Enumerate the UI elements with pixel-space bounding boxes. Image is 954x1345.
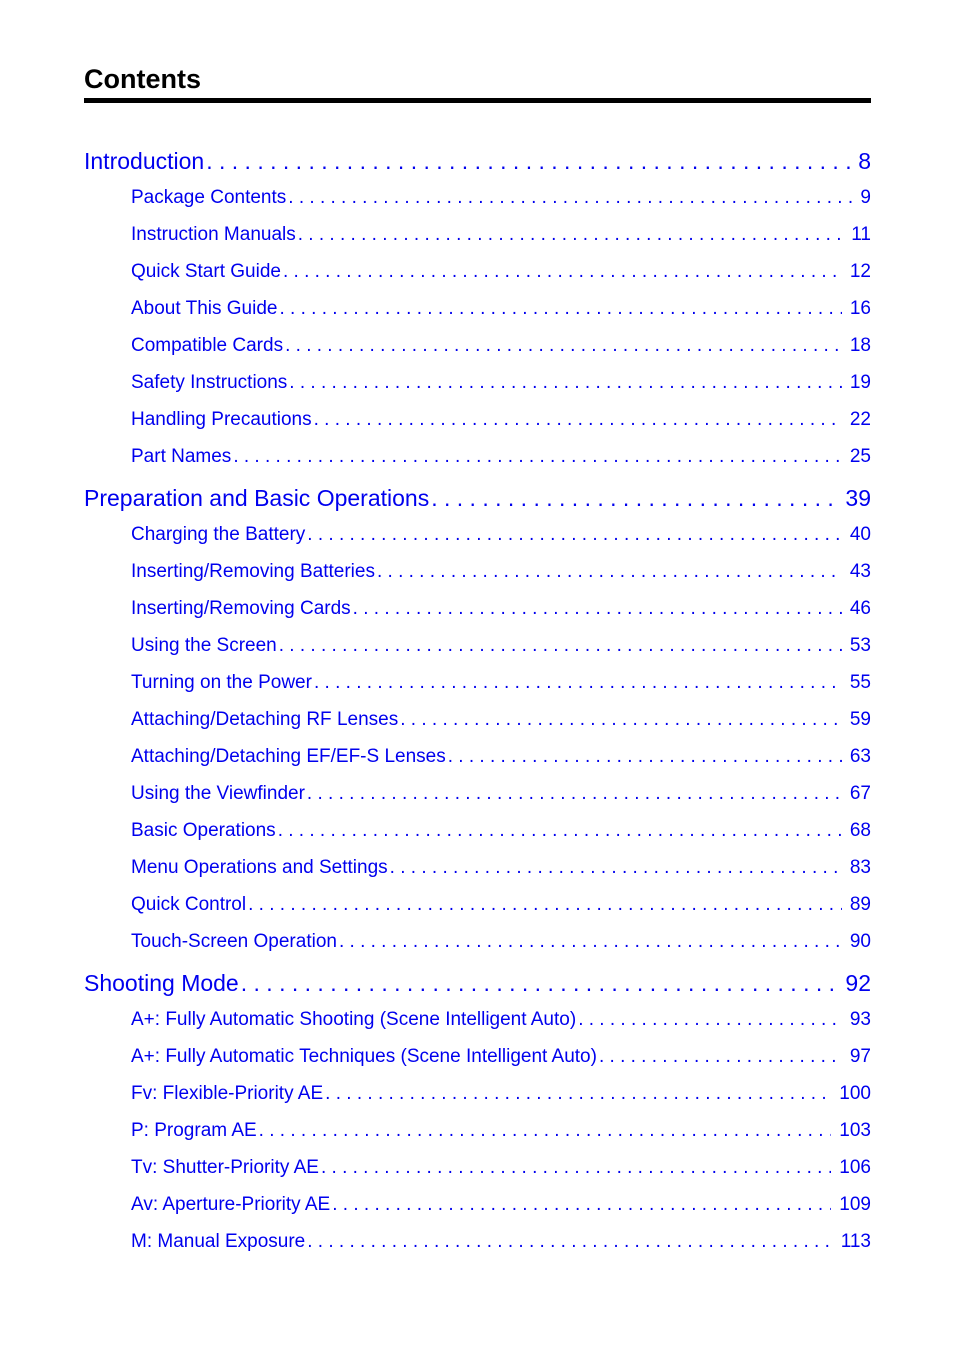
toc-entry-label: Instruction Manuals	[131, 224, 296, 245]
toc-page-number: 106	[839, 1157, 871, 1178]
toc-entry-label: Safety Instructions	[131, 372, 288, 393]
toc-entry-label: Using the Viewfinder	[131, 783, 305, 804]
toc-entry-label: Charging the Battery	[131, 524, 306, 545]
toc-dot-leader	[400, 707, 842, 733]
toc-subsection-link[interactable]	[84, 222, 871, 248]
toc-dot-leader	[307, 1229, 832, 1255]
toc-entry-label: Compatible Cards	[131, 335, 284, 356]
toc-entry-label: M: Manual Exposure	[131, 1231, 306, 1252]
toc-page-number: 8	[858, 148, 871, 174]
toc-entry-label: Attaching/Detaching RF Lenses	[131, 709, 399, 730]
toc-page-number: 100	[839, 1083, 871, 1104]
toc-page-number: 113	[840, 1231, 871, 1252]
toc-entry-label: Shooting Mode	[84, 970, 239, 996]
toc-subsection-link[interactable]	[84, 855, 871, 881]
toc-page-number: 67	[849, 783, 871, 804]
toc-page-number: 109	[839, 1194, 871, 1215]
toc-page-number: 89	[849, 894, 871, 915]
toc-dot-leader	[599, 1044, 842, 1070]
toc-entry-label: Quick Start Guide	[131, 261, 281, 282]
toc-entry-label: A+: Fully Automatic Techniques (Scene Intelligent Auto)	[131, 1046, 597, 1067]
toc-entry-label: P: Program AE	[131, 1120, 257, 1141]
toc-subsection-link[interactable]	[84, 407, 871, 433]
toc-dot-leader	[377, 559, 842, 585]
toc-entry-label: Basic Operations	[131, 820, 276, 841]
toc-entry-label: Package Contents	[131, 187, 287, 208]
toc-subsection-link[interactable]	[84, 370, 871, 396]
toc-subsection-link[interactable]	[84, 781, 871, 807]
toc-page-number: 63	[849, 746, 871, 767]
toc-dot-leader	[321, 1155, 831, 1181]
toc-page-number: 53	[849, 635, 871, 656]
toc-page-number: 68	[849, 820, 871, 841]
toc-entry-label: A+: Fully Automatic Shooting (Scene Intelligent Auto)	[131, 1009, 577, 1030]
toc-subsection-link[interactable]	[84, 1118, 871, 1144]
toc-dot-leader	[307, 781, 842, 807]
toc-page-number: 11	[851, 224, 871, 245]
toc-page-number: 9	[860, 187, 871, 208]
toc-page-number: 40	[849, 524, 871, 545]
toc-dot-leader	[259, 1118, 832, 1144]
toc-page-number: 55	[849, 672, 871, 693]
toc-subsection-link[interactable]	[84, 559, 871, 585]
toc-entry-label: Tv: Shutter-Priority AE	[131, 1157, 319, 1178]
toc-dot-leader	[279, 296, 841, 322]
title-rule	[84, 98, 871, 103]
toc-subsection-link[interactable]	[84, 259, 871, 285]
toc-subsection-link[interactable]	[84, 744, 871, 770]
toc-dot-leader	[307, 522, 842, 548]
toc-subsection-link[interactable]	[84, 522, 871, 548]
toc-entry-label: Av: Aperture-Priority AE	[131, 1194, 331, 1215]
toc-entry-label: Introduction	[84, 148, 205, 174]
toc-subsection-link[interactable]	[84, 1081, 871, 1107]
toc-dot-leader	[448, 744, 842, 770]
toc-subsection-link[interactable]	[84, 1192, 871, 1218]
toc-entry-label: Turning on the Power	[131, 672, 312, 693]
toc-dot-leader	[325, 1081, 831, 1107]
toc-entry-label: Quick Control	[131, 894, 247, 915]
toc-entry-label: Inserting/Removing Batteries	[131, 561, 375, 582]
toc-dot-leader	[390, 855, 842, 881]
toc-page-number: 83	[849, 857, 871, 878]
toc-dot-leader	[206, 146, 850, 176]
toc-dot-leader	[233, 444, 842, 470]
toc-entry-label: Handling Precautions	[131, 409, 312, 430]
toc-dot-leader	[314, 407, 842, 433]
toc-section-link[interactable]	[84, 146, 871, 176]
toc-entry-label: Part Names	[131, 446, 232, 467]
toc-dot-leader	[279, 633, 842, 659]
toc-entry-label: Attaching/Detaching EF/EF-S Lenses	[131, 746, 446, 767]
toc-page-number: 92	[845, 970, 871, 996]
toc-page-number: 46	[849, 598, 871, 619]
toc-entry-label: Touch-Screen Operation	[131, 931, 337, 952]
toc-entry-label: Using the Screen	[131, 635, 277, 656]
toc-entry-label: About This Guide	[131, 298, 278, 319]
toc-page-number: 16	[849, 298, 871, 319]
toc-subsection-link[interactable]	[84, 185, 871, 211]
toc-subsection-link[interactable]	[84, 929, 871, 955]
toc-page-number: 43	[849, 561, 871, 582]
toc-page-number: 59	[849, 709, 871, 730]
toc-subsection-link[interactable]	[84, 892, 871, 918]
toc-dot-leader	[248, 892, 842, 918]
page-title: Contents	[84, 64, 201, 94]
toc-subsection-link[interactable]	[84, 296, 871, 322]
toc-section-link[interactable]	[84, 483, 871, 513]
toc-page-number: 25	[849, 446, 871, 467]
toc-section-link[interactable]	[84, 968, 871, 998]
toc-dot-leader	[278, 818, 842, 844]
toc-subsection-link[interactable]	[84, 1155, 871, 1181]
toc-subsection-link[interactable]	[84, 707, 871, 733]
toc-subsection-link[interactable]	[84, 1007, 871, 1033]
toc-page-number: 90	[849, 931, 871, 952]
toc-page-number: 12	[849, 261, 871, 282]
toc-dot-leader	[283, 259, 842, 285]
toc-page-number: 103	[839, 1120, 871, 1141]
toc-entry-label: Menu Operations and Settings	[131, 857, 388, 878]
toc-page-number: 39	[845, 485, 871, 511]
toc-dot-leader	[339, 929, 842, 955]
toc-dot-leader	[289, 370, 842, 396]
toc-subsection-link[interactable]	[84, 1044, 871, 1070]
toc-subsection-link[interactable]	[84, 596, 871, 622]
toc-dot-leader	[285, 333, 842, 359]
toc-page-number: 19	[849, 372, 871, 393]
toc-page-number: 22	[849, 409, 871, 430]
toc-page-number: 18	[849, 335, 871, 356]
toc-subsection-link[interactable]	[84, 444, 871, 470]
toc-page-number: 97	[849, 1046, 871, 1067]
toc-dot-leader	[241, 968, 838, 998]
toc-page-number: 93	[849, 1009, 871, 1030]
toc-entry-label: Inserting/Removing Cards	[131, 598, 351, 619]
toc-dot-leader	[431, 483, 837, 513]
toc-dot-leader	[298, 222, 844, 248]
toc-entry-label: Fv: Flexible-Priority AE	[131, 1083, 324, 1104]
toc-subsection-link[interactable]	[84, 670, 871, 696]
toc-subsection-link[interactable]	[84, 818, 871, 844]
toc-dot-leader	[314, 670, 842, 696]
toc-dot-leader	[332, 1192, 831, 1218]
toc-dot-leader	[288, 185, 852, 211]
toc-dot-leader	[578, 1007, 842, 1033]
toc-entry-label: Preparation and Basic Operations	[84, 485, 430, 511]
toc-subsection-link[interactable]	[84, 333, 871, 359]
toc-subsection-link[interactable]	[84, 1229, 871, 1255]
toc-subsection-link[interactable]	[84, 633, 871, 659]
toc-dot-leader	[353, 596, 842, 622]
